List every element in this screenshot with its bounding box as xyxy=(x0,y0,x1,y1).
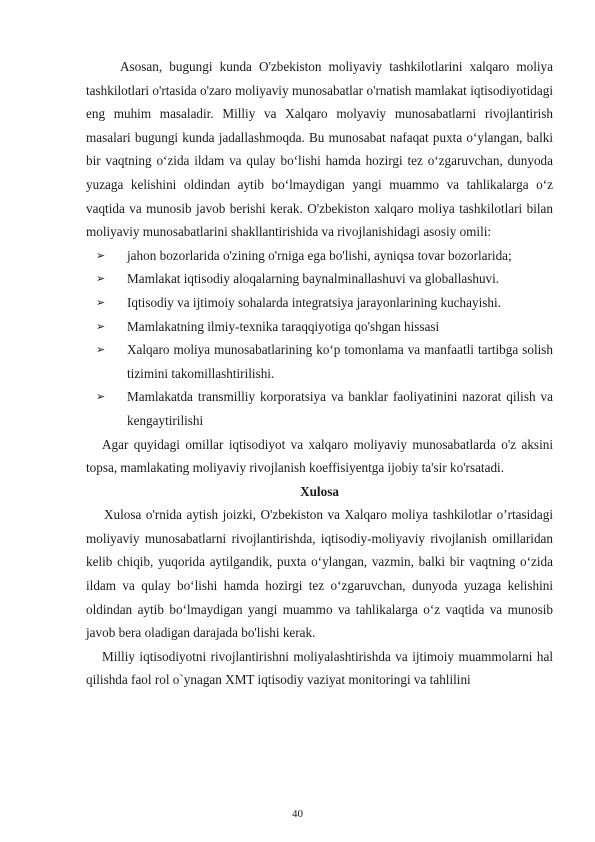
list-item: ➢ jahon bozorlarida o'zining o'rniga ega bo'lishi, ayniqsa tovar bozorlarida; xyxy=(86,244,553,268)
arrowhead-bullet-icon: ➢ xyxy=(96,319,106,333)
conclusion-paragraph: Xulosa o'rnida aytish joizki, O'zbekiston va Xalqaro moliya tashkilotlar o’rtasidagi moliyaviy munosabatlarni rivojlantirishda, iqtisodiy-moliyaviy rivojlanish omillaridan kelib chiqib, yuqorida aytilgandik, puxta o‘ylangan, vazmin, balki bir vaqtning o‘zida ildam va qulay bo‘lishi hamda hozirgi tez o‘zgaruvchan, dunyoda yuzaga kelishini oldindan aytib bo‘lmaydigan yangi muammo va tahlikalarga o‘z vaqtida va munosib javob bera oladigan darajada bo'lishi kerak. xyxy=(86,507,553,641)
list-item: ➢ Xalqaro moliya munosabatlarining ko‘p tomonlama va manfaatli tartibga solish tizimini takomillashtirilishi. xyxy=(86,338,553,385)
section-heading: Xulosa xyxy=(300,483,339,499)
arrowhead-bullet-icon: ➢ xyxy=(96,272,106,286)
page-number: 40 xyxy=(292,808,303,820)
arrowhead-bullet-icon: ➢ xyxy=(96,343,106,357)
intro-paragraph: Asosan, bugungi kunda O'zbekiston moliyaviy tashkilotlarini xalqaro moliya tashkilotlari o'rtasida o'zaro moliyaviy munosabatlar o'rnatish mamlakat iqtisodiyotidagi eng muhim masaladir. Milliy va Xalqaro molyaviy munosabatlarni rivojlantirish masalari bugungi kunda jadallashmoqda. Bu munosabat nafaqat puxta o‘ylangan, balki bir vaqtning o‘zida ildam va qulay bo‘lishi hamda hozirgi tez o‘zgaruvchan, dunyoda yuzaga kelishini oldindan aytib bo‘lmaydigan yangi muammo va tahlikalarga o‘z vaqtida va munosib javob berishi kerak. O'zbekiston xalqaro moliya tashkilotlari bilan moliyaviy munosabatlarini shakllantirishida va rivojlanishidagi asosiy omili: xyxy=(86,59,553,240)
list-item: ➢ Iqtisodiy va ijtimoiy sohalarda integratsiya jarayonlarining kuchayishi. xyxy=(86,291,553,315)
arrowhead-bullet-icon: ➢ xyxy=(96,390,106,404)
list-item: ➢ Mamlakatda transmilliy korporatsiya va banklar faoliyatinini nazorat qilish va kengaytirilishi xyxy=(86,385,553,432)
arrowhead-bullet-icon: ➢ xyxy=(96,248,106,262)
arrowhead-bullet-icon: ➢ xyxy=(96,295,106,309)
factors-list xyxy=(86,244,553,433)
final-paragraph: Milliy iqtisodiyotni rivojlantirishni moliyalashtirishda va ijtimoiy muammolarni hal qilishda faol rol o`ynagan XMT iqtisodiy vaziyat monitoringi va tahlilini xyxy=(86,648,553,688)
list-item: ➢ Mamlakatning ilmiy-texnika taraqqiyotiga qo'shgan hissasi xyxy=(86,315,553,339)
factors-summary-paragraph: Agar quyidagi omillar iqtisodiyot va xalqaro moliyaviy munosabatlarda o'z aksini topsa, mamlakating moliyaviy rivojlanish koeffisiyentga ijobiy ta'sir ko'rsatadi. xyxy=(86,436,553,476)
list-item: ➢ Mamlakat iqtisodiy aloqalarning baynalminallashuvi va globallashuvi. xyxy=(86,267,553,291)
document-body xyxy=(86,55,553,692)
